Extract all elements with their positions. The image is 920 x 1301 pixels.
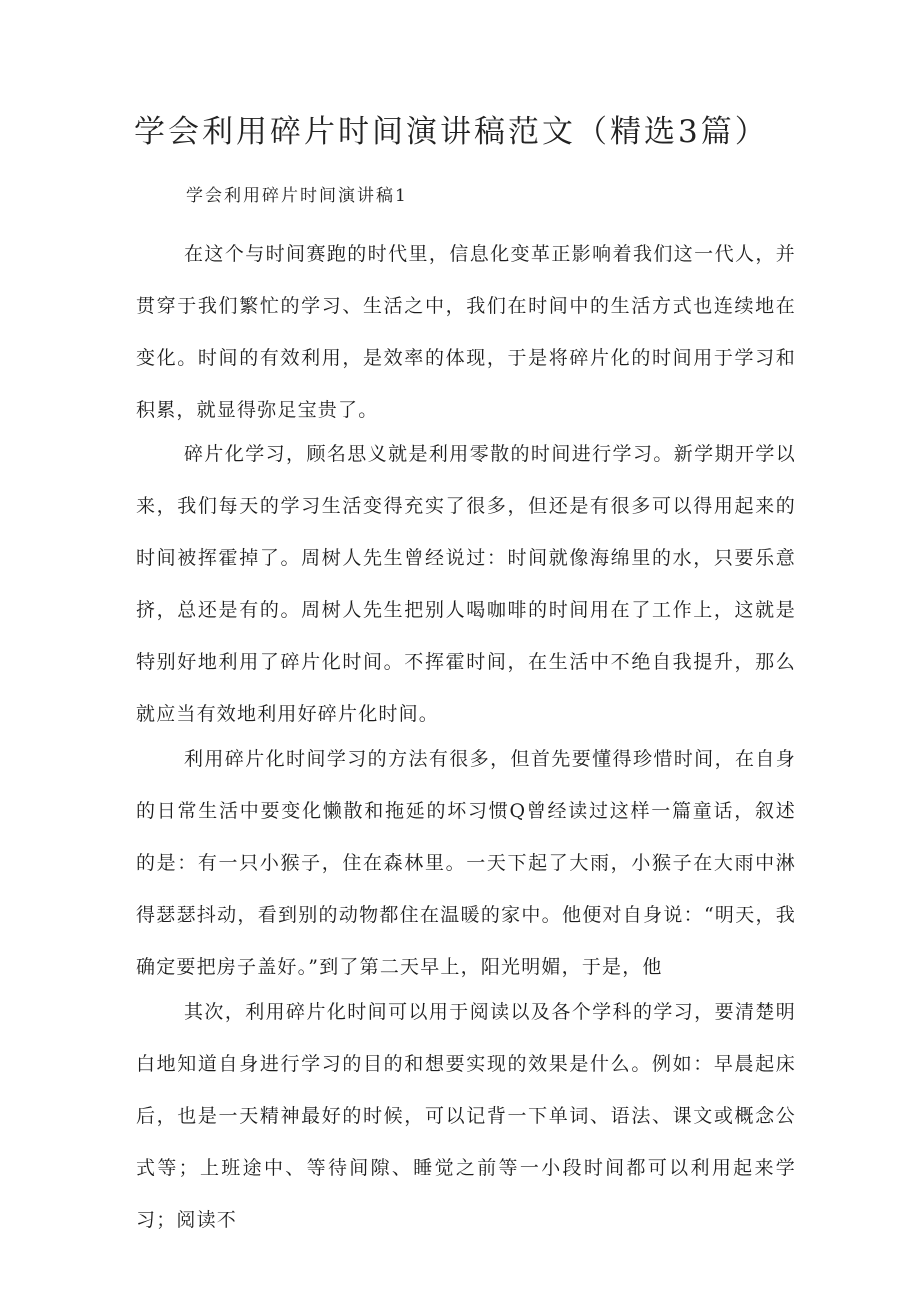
paragraph: 利用碎片化时间学习的方法有很多，但首先要懂得珍惜时间，在自身的日常生活中要变化懒散和拖延的坏习惯Q曾经读过这样一篇童话，叙述的是：有一只小猴子，住在森林里。一天下起了大雨，小猴子在大雨中淋得瑟瑟抖动，看到别的动物都住在温暖的家中。他便对自身说：“明天，我确定要把房子盖好。”到了第二天早上，阳光明媚，于是，他 [136,748,796,978]
paragraph: 其次，利用碎片化时间可以用于阅读以及各个学科的学习，要清楚明白地知道自身进行学习的目的和想要实现的效果是什么。例如：早晨起床后，也是一天精神最好的时候，可以记背一下单词、语法、课文或概念公式等；上班途中、等待间隙、睡觉之前等一小段时间都可以利用起来学习；阅读不 [136,1001,796,1231]
document-title: 学会利用碎片时间演讲稿范文（精选3篇） [134,114,769,150]
paragraph: 在这个与时间赛跑的时代里，信息化变革正影响着我们这一代人，并贯穿于我们繁忙的学习、生活之中，我们在时间中的生活方式也连续地在变化。时间的有效利用，是效率的体现，于是将碎片化的时间用于学习和积累，就显得弥足宝贵了。 [136,243,796,421]
paragraph: 碎片化学习，顾名思义就是利用零散的时间进行学习。新学期开学以来，我们每天的学习生活变得充实了很多，但还是有很多可以得用起来的时间被挥霍掉了。周树人先生曾经说过：时间就像海绵里的水，只要乐意挤，总还是有的。周树人先生把别人喝咖啡的时间用在了工作上，这就是特别好地利用了碎片化时间。不挥霍时间，在生活中不绝自我提升，那么就应当有效地利用好碎片化时间。 [136,443,796,725]
document-subtitle: 学会利用碎片时间演讲稿1 [186,186,408,206]
